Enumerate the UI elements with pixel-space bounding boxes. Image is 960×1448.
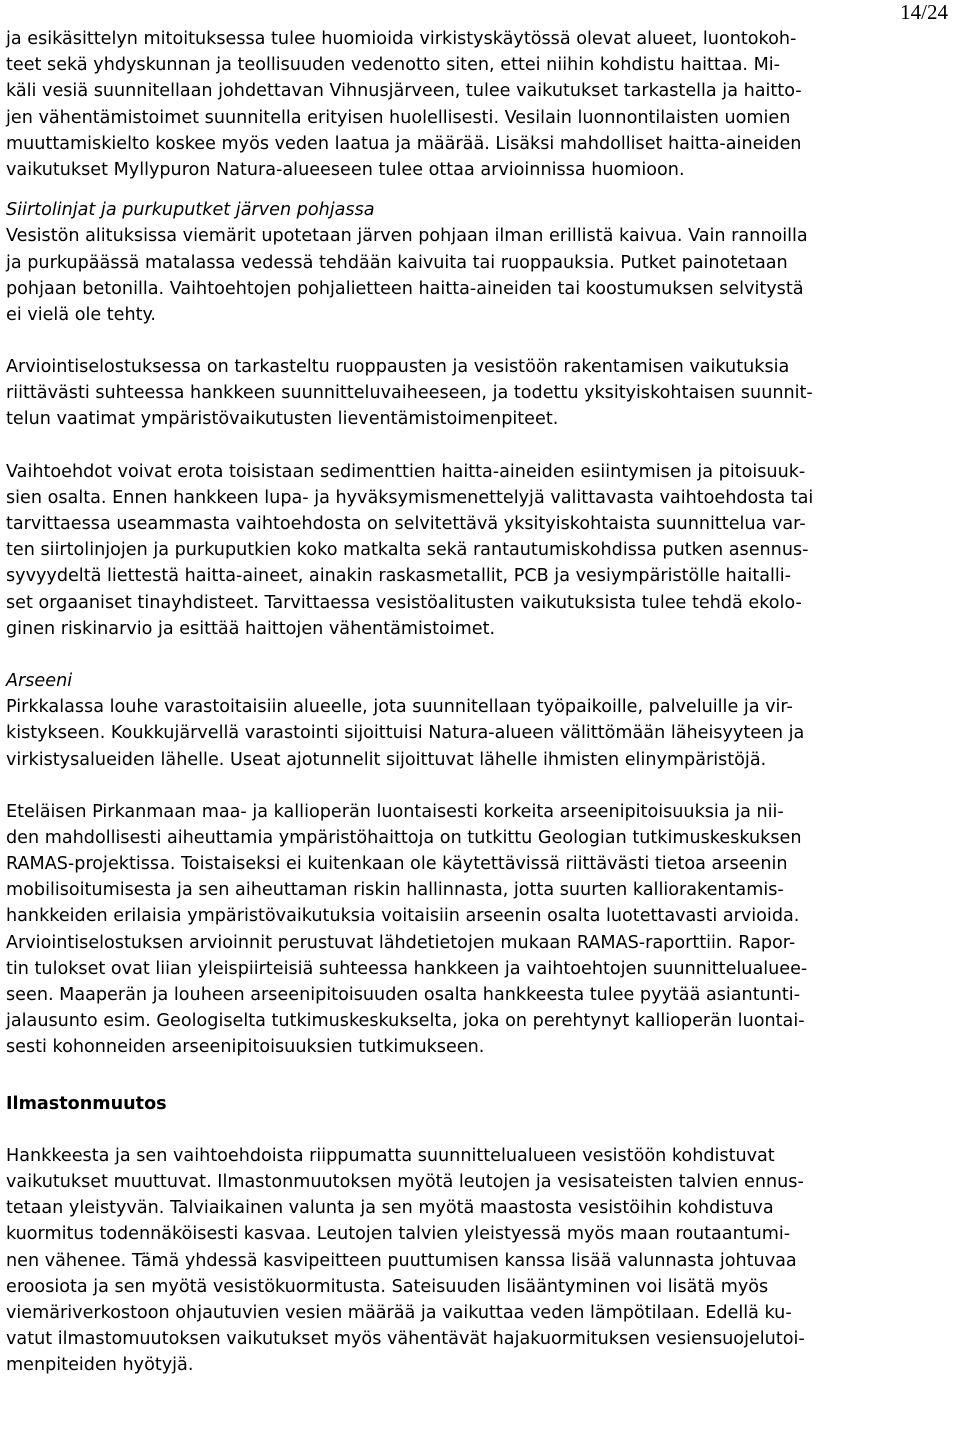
text-line: Vesistön alituksissa viemärit upotetaan järven pohjaan ilman erillistä kaivua. Vain rannoilla: [6, 226, 808, 247]
text-line: viemäriverkostoon ohjautuvien vesien määrää ja vaikuttaa veden lämpötilaan. Edellä ku-: [6, 1302, 792, 1323]
text-line: Vaihtoehdot voivat erota toisistaan sedimenttien haitta-aineiden esiintymisen ja pitoisuuk-: [6, 461, 806, 482]
text-line: kuormitus todennäköisesti kasvaa. Leutojen talvien yleistyessä myös maan routaantumi-: [6, 1224, 791, 1245]
paragraph: [6, 799, 956, 1061]
paragraph: [6, 694, 956, 773]
text-line: vatut ilmastomuutoksen vaikutukset myös vähentävät hajakuormituksen vesiensuojelutoi-: [6, 1329, 805, 1350]
text-line: syvyydeltä liettestä haitta-aineet, ainakin raskasmetallit, PCB ja vesiympäristölle haitalli-: [6, 566, 792, 587]
text-line: RAMAS-projektissa. Toistaiseksi ei kuitenkaan ole käytettävissä riittävästi tietoa arseenin: [6, 854, 788, 875]
text-line: Siirtolinjat ja purkuputket järven pohjassa: [6, 200, 375, 221]
text-line: virkistysalueiden lähelle. Useat ajotunnelit sijoittuvat lähelle ihmisten elinympäristöjä.: [6, 749, 767, 770]
paragraph: [6, 26, 956, 183]
text-line: ja purkupäässä matalassa vedessä tehdään kaivuita tai ruoppauksia. Putket painotetaan: [6, 252, 788, 273]
text-line: den mahdollisesti aiheuttamia ympäristöhaittoja on tutkittu Geologian tutkimuskeskuksen: [6, 827, 802, 848]
text-line: tin tulokset ovat liian yleispiirteisiä suhteessa hankkeen ja vaihtoehtojen suunnittelualuee-: [6, 958, 808, 979]
text-line: riittävästi suhteessa hankkeen suunnitteluvaiheeseen, ja todettu yksityiskohtaisen suunnit-: [6, 383, 813, 404]
page-number: 14/24: [900, 0, 948, 24]
text-line: teet sekä yhdyskunnan ja teollisuuden vedenotto siten, ettei niihin kohdistu haittaa. Mi-: [6, 55, 780, 76]
subheading: [6, 197, 956, 223]
text-line: vaikutukset muuttuvat. Ilmastonmuutoksen myötä leutojen ja vesisateisten talvien ennus-: [6, 1171, 804, 1192]
text-line: menpiteiden hyötyjä.: [6, 1355, 194, 1376]
text-line: Arviointiselostuksessa on tarkasteltu ruoppausten ja vesistöön rakentamisen vaikutuksia: [6, 357, 790, 378]
text-line: käli vesiä suunnitellaan johdettavan Vihnusjärveen, tulee vaikutukset tarkastella ja haitto-: [6, 81, 802, 102]
text-line: kistykseen. Koukkujärvellä varastointi sijoittuisi Natura-alueen välittömään läheisyyteen ja: [6, 723, 805, 744]
text-line: jalausunto esim. Geologiselta tutkimuskeskukselta, joka on perehtynyt kallioperän luontai-: [6, 1011, 805, 1032]
text-line: pohjaan betonilla. Vaihtoehtojen pohjalietteen haitta-aineiden tai koostumuksen selvitystä: [6, 278, 804, 299]
text-line: seen. Maaperän ja louheen arseenipitoisuuden osalta hankkeesta tulee pyytää asiantunti-: [6, 985, 801, 1005]
text-line: set orgaaniset tinayhdisteet. Tarvittaessa vesistöalitusten vaikutuksista tulee tehdä ekolo-: [6, 592, 802, 613]
text-line: tarvittaessa useammasta vaihtoehdosta on selvitettävä yksityiskohtaista suunnittelua var-: [6, 514, 806, 534]
paragraph: [6, 1143, 956, 1379]
text-line: sesti kohonneiden arseenipitoisuuksien tutkimukseen.: [6, 1037, 485, 1058]
text-line: nen vähenee. Tämä yhdessä kasvipeitteen puuttumisen kanssa lisää valunnasta johtuvaa: [6, 1250, 797, 1271]
section-heading: [6, 1091, 956, 1117]
text-line: ei vielä ole tehty.: [6, 304, 157, 325]
text-line: jen vähentämistoimet suunnitella erityisen huolellisesti. Vesilain luonnontilaisten uomien: [6, 107, 791, 128]
paragraph: [6, 354, 956, 433]
text-line: eroosiota ja sen myötä vesistökuormitusta. Sateisuuden lisääntyminen voi lisätä myös: [6, 1276, 769, 1297]
subheading: [6, 668, 956, 694]
text-line: ginen riskinarvio ja esittää haittojen vähentämistoimet.: [6, 618, 496, 639]
text-line: ten siirtolinjojen ja purkuputkien koko matkalta sekä rantautumiskohdissa putken asennus-: [6, 540, 809, 561]
text-line: sien osalta. Ennen hankkeen lupa- ja hyväksymismenettelyjä valittavasta vaihtoehdosta tai: [6, 487, 814, 508]
document-body: [6, 26, 956, 1378]
text-line: telun vaatimat ympäristövaikutusten lieventämistoimenpiteet.: [6, 409, 559, 430]
text-line: Hankkeesta ja sen vaihtoehdoista riippumatta suunnittelualueen vesistöön kohdistuvat: [6, 1145, 775, 1166]
text-line: Arseeni: [6, 670, 73, 691]
text-line: Eteläisen Pirkanmaan maa- ja kallioperän luontaisesti korkeita arseenipitoisuuksia ja nii-: [6, 801, 784, 822]
text-line: vaikutukset Myllypuron Natura-alueeseen tulee ottaa arvioinnissa huomioon.: [6, 159, 685, 180]
text-line: hankkeiden erilaisia ympäristövaikutuksia voitaisiin arseenin osalta luotettavasti arvioida.: [6, 906, 800, 927]
text-line: Arviointiselostuksen arvioinnit perustuvat lähdetietojen mukaan RAMAS-raporttiin. Rapor-: [6, 932, 796, 953]
text-line: ja esikäsittelyn mitoituksessa tulee huomioida virkistyskäytössä olevat alueet, luontokoh-: [6, 29, 797, 49]
text-line: Ilmastonmuutos: [6, 1093, 167, 1114]
text-line: Pirkkalassa louhe varastoitaisiin alueelle, jota suunnitellaan työpaikoille, palveluille ja vir-: [6, 697, 793, 718]
text-line: tetaan yleistyvän. Talviaikainen valunta ja sen myötä maastosta vesistöihin kohdistuva: [6, 1198, 774, 1219]
text-line: muuttamiskielto koskee myös veden laatua ja määrää. Lisäksi mahdolliset haitta-aineiden: [6, 133, 802, 154]
paragraph: [6, 223, 956, 328]
paragraph: [6, 459, 956, 642]
text-line: mobilisoitumisesta ja sen aiheuttaman riskin hallinnasta, jotta suurten kalliorakentamis-: [6, 880, 784, 901]
